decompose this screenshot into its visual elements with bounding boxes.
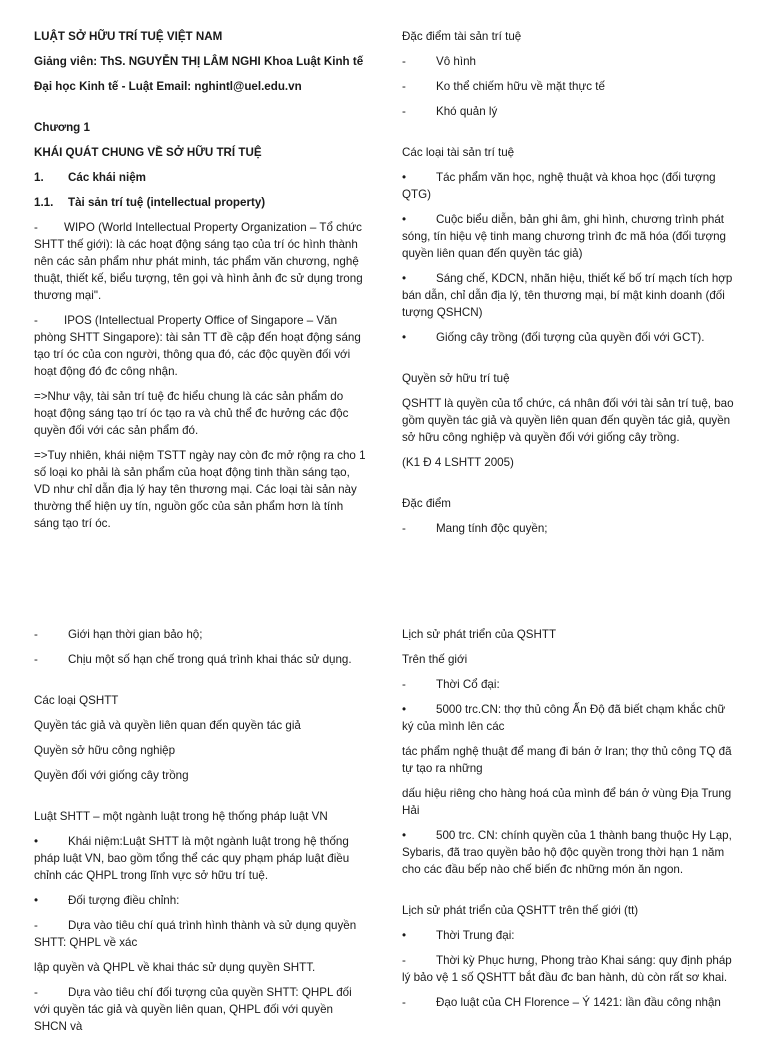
list-item: • Thời Trung đại: bbox=[402, 929, 515, 942]
law-object-heading: • Đối tượng điều chỉnh: bbox=[34, 894, 180, 907]
list-item: • 500 trc. CN: chính quyền của 1 thành bang thuộc Hy Lạp, Sybaris, đã trao quyền bảo hộ độc quyền trong thời hạn 1 năm cho các đầu bếp nào chế biến đc những món ăn ngon. bbox=[402, 829, 732, 876]
list-item: - Thời kỳ Phục hưng, Phong trào Khai sáng: quy định pháp lý bảo vệ 1 số QSHTT bắt đầu đc ban hành, dù còn rất sơ khai. bbox=[402, 954, 732, 984]
chapter-title: KHÁI QUÁT CHUNG VỀ SỞ HỮU TRÍ TUỆ bbox=[34, 146, 262, 159]
list-item: - Thời Cổ đại: bbox=[402, 678, 500, 691]
ipos-definition: - IPOS (Intellectual Property Office of Singapore – Văn phòng SHTT Singapore): tài sản TT đề cập đến hoạt động sáng tạo trí óc của con người, thông qua đó, các độc quyền đối với hoạt động đó đc công nhận. bbox=[34, 314, 361, 378]
list-item: • Sáng chế, KDCN, nhãn hiệu, thiết kế bố trí mạch tích hợp bán dẫn, chỉ dẫn địa lý, tên thương mại, bí mật kinh doanh (đối tượng QSHCN) bbox=[402, 272, 733, 319]
list-item: - Giới hạn thời gian bảo hộ; bbox=[34, 628, 203, 641]
page-2-left-column bbox=[34, 626, 368, 1043]
page-1-right-column bbox=[402, 28, 736, 545]
list-item: Quyền sở hữu công nghiệp bbox=[34, 744, 176, 757]
section-title: Các khái niệm bbox=[68, 171, 146, 184]
ip-rights-definition: QSHTT là quyền của tổ chức, cá nhân đối với tài sản trí tuệ, bao gồm quyền tác giả và quyền liên quan đến quyền tác giả, quyền sở hữu công nghiệp và quyền đối với giống cây trồng. bbox=[402, 397, 734, 444]
section-title: Tài sản trí tuệ (intellectual property) bbox=[68, 196, 266, 209]
list-item: - Vô hình bbox=[402, 55, 476, 68]
list-item-cont: dấu hiệu riêng cho hàng hoá của mình để bán ở vùng Địa Trung Hải bbox=[402, 787, 732, 817]
doc-title: LUẬT SỞ HỮU TRÍ TUỆ VIỆT NAM bbox=[34, 30, 223, 43]
list-item: • Cuộc biểu diễn, bản ghi âm, ghi hình, chương trình phát sóng, tín hiệu vệ tinh mang chương trình đc mã hóa (đối tượng quyền liên quan đến quyền tác giả) bbox=[402, 213, 726, 260]
list-item: - Khó quản lý bbox=[402, 105, 498, 118]
list-item: • Tác phẩm văn học, nghệ thuật và khoa học (đối tượng QTG) bbox=[402, 171, 716, 201]
list-item: • 5000 trc.CN: thợ thủ công Ấn Độ đã biết chạm khắc chữ ký của mình lên các bbox=[402, 703, 726, 733]
traits-heading: Đặc điểm bbox=[402, 497, 451, 510]
school-email-line: Đại học Kinh tế - Luật Email: nghintl@uel.edu.vn bbox=[34, 80, 302, 93]
world-subheading: Trên thế giới bbox=[402, 653, 468, 666]
conclusion-paragraph-1: =>Như vậy, tài sản trí tuệ đc hiểu chung là các sản phẩm do hoạt động sáng tạo trí óc tạo ra và chủ thể đc hưởng các độc quyền đối với các sản phẩm đó. bbox=[34, 390, 349, 437]
section-number: 1. bbox=[34, 171, 44, 184]
law-concept: • Khái niệm:Luật SHTT là một ngành luật trong hệ thống pháp luật VN, bao gồm tổng thể các quy phạm pháp luật điều chỉnh các QHPL trong lĩnh vực sở hữu trí tuệ. bbox=[34, 835, 350, 882]
law-heading: Luật SHTT – một ngành luật trong hệ thống pháp luật VN bbox=[34, 810, 328, 823]
list-item: • Giống cây trồng (đối tượng của quyền đối với GCT). bbox=[402, 331, 705, 344]
qshtt-types-heading: Các loại QSHTT bbox=[34, 694, 119, 707]
chapter-label: Chương 1 bbox=[34, 121, 90, 134]
list-item: - Đạo luật của CH Florence – Ý 1421: lần đầu công nhận bbox=[402, 996, 721, 1009]
features-heading: Đặc điểm tài sản trí tuệ bbox=[402, 30, 522, 43]
types-heading: Các loại tài sản trí tuệ bbox=[402, 146, 515, 159]
list-item-cont: tác phẩm nghệ thuật để mang đi bán ở Iran; thợ thủ công TQ đã tự tạo ra những bbox=[402, 745, 732, 775]
section-number: 1.1. bbox=[34, 196, 54, 209]
page-1-left-column bbox=[34, 28, 368, 540]
legal-reference: (K1 Đ 4 LSHTT 2005) bbox=[402, 456, 514, 469]
list-item: - Chịu một số hạn chế trong quá trình khai thác sử dụng. bbox=[34, 653, 352, 666]
conclusion-paragraph-2: =>Tuy nhiên, khái niệm TSTT ngày nay còn đc mở rộng ra cho 1 số loại ko phải là sản phẩm của hoạt động tinh thần sáng tạo, VD như chỉ dẫn địa lý hay tên thương mại. Các loại tài sản này thường thể hiện uy tín, nguồn gốc của sản phẩm hơn là tính sáng tạo trí óc. bbox=[34, 449, 366, 530]
page-2 bbox=[0, 512, 768, 1033]
section-1-1-heading bbox=[34, 194, 368, 211]
law-criterion-1: - Dựa vào tiêu chí quá trình hình thành và sử dụng quyền SHTT: QHPL về xác bbox=[34, 919, 357, 949]
list-item: Quyền đối với giống cây trồng bbox=[34, 769, 189, 782]
page-2-right-column bbox=[402, 626, 736, 1019]
wipo-definition: - WIPO (World Intellectual Property Organization – Tổ chức SHTT thế giới): là các hoạt động sáng tạo của trí óc hình thành nên các sản phẩm như phát minh, tác phẩm văn chương, nghệ thuật, thiết kế, biểu tượng, tên gọi và hình ảnh đc sử dụng trong thương mại". bbox=[34, 221, 363, 302]
history-heading: Lịch sử phát triển của QSHTT bbox=[402, 628, 557, 641]
history-heading-cont: Lịch sử phát triển của QSHTT trên thế giới (tt) bbox=[402, 904, 639, 917]
lecturer-line: Giảng viên: ThS. NGUYỄN THỊ LÂM NGHI Khoa Luật Kinh tế bbox=[34, 55, 364, 68]
ip-rights-heading: Quyền sở hữu trí tuệ bbox=[402, 372, 510, 385]
law-criterion-2: - Dựa vào tiêu chí đối tượng của quyền SHTT: QHPL đối với quyền tác giả và quyền liên quan, QHPL đối với quyền SHCN và bbox=[34, 986, 352, 1033]
list-item: Quyền tác giả và quyền liên quan đến quyền tác giả bbox=[34, 719, 301, 732]
section-1-heading bbox=[34, 169, 368, 186]
list-item: - Ko thể chiếm hữu về mặt thực tế bbox=[402, 80, 605, 93]
list-item: - Mang tính độc quyền; bbox=[402, 522, 548, 535]
law-criterion-1-cont: lập quyền và QHPL về khai thác sử dụng quyền SHTT. bbox=[34, 961, 316, 974]
